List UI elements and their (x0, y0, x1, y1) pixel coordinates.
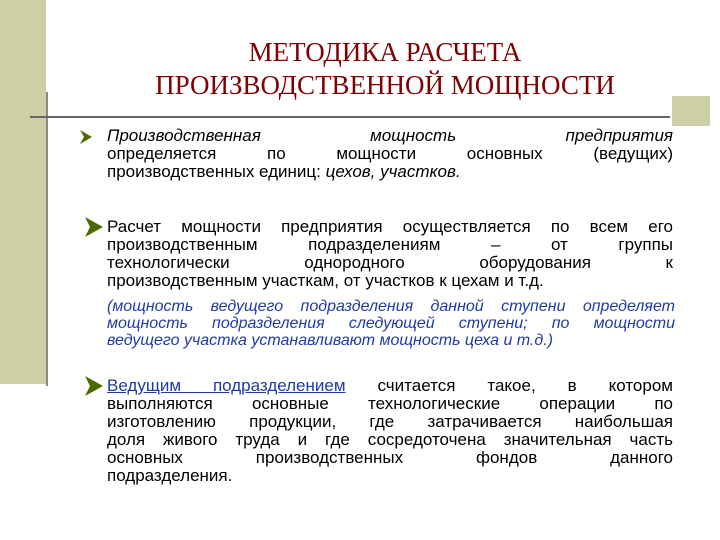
bullet-3-lead: Ведущим подразделением (107, 376, 346, 395)
bullet-1-line-3: производственных единиц: цехов, участков. (107, 162, 461, 181)
title-line-1: МЕТОДИКА РАСЧЕТА (248, 37, 522, 67)
arrow-bullet-icon (84, 216, 104, 238)
arrow-bullet-icon (84, 375, 104, 397)
bullet-3-text (107, 377, 673, 485)
bullet-2-note (107, 298, 675, 349)
horizontal-divider (30, 116, 670, 118)
bullet-3-line-3: изготовлению продукции, где затрачивается наибольшая (107, 412, 673, 431)
bullet-2-note-line-2: мощность подразделения следующей ступени; по мощности (107, 315, 675, 332)
bullet-2-line-4: производственным участкам, от участков к цехам и т.д. (107, 271, 544, 290)
bullet-3-line-6: подразделения. (107, 466, 233, 485)
bullet-2-note-line-3: ведущего участка устанавливают мощность цеха и т.д.) (107, 332, 553, 349)
arrow-bullet-icon (79, 129, 93, 145)
bullet-1-text (107, 127, 673, 181)
bullet-2-text (107, 218, 673, 290)
bullet-2-line-1: Расчет мощности предприятия осуществляется по всем его (107, 217, 673, 236)
bullet-3-line-1: Ведущим подразделением считается такое, в котором (107, 376, 673, 395)
bullet-2-line-3: технологически однородного оборудования к (107, 253, 673, 272)
bullet-2-note-line-1: (мощность ведущего подразделения данной ступени определяет (107, 298, 675, 315)
page-title (50, 36, 720, 102)
bullet-1-lead: Производственная мощность предприятия (107, 126, 673, 145)
title-line-2: ПРОИЗВОДСТВЕННОЙ МОЩНОСТИ (155, 70, 615, 100)
bullet-2-line-2: производственным подразделениям – от группы (107, 235, 673, 254)
bullet-3-line-4: доля живого труда и где сосредоточена значительная часть (107, 430, 673, 449)
vertical-divider (46, 92, 48, 386)
side-accent-bar (0, 0, 46, 384)
bullet-1-line-2: определяется по мощности основных (ведущих) (107, 144, 673, 163)
bullet-3-line-5: основных производственных фондов данного (107, 448, 673, 467)
bullet-3-line-2: выполняются основные технологические операции по (107, 394, 673, 413)
